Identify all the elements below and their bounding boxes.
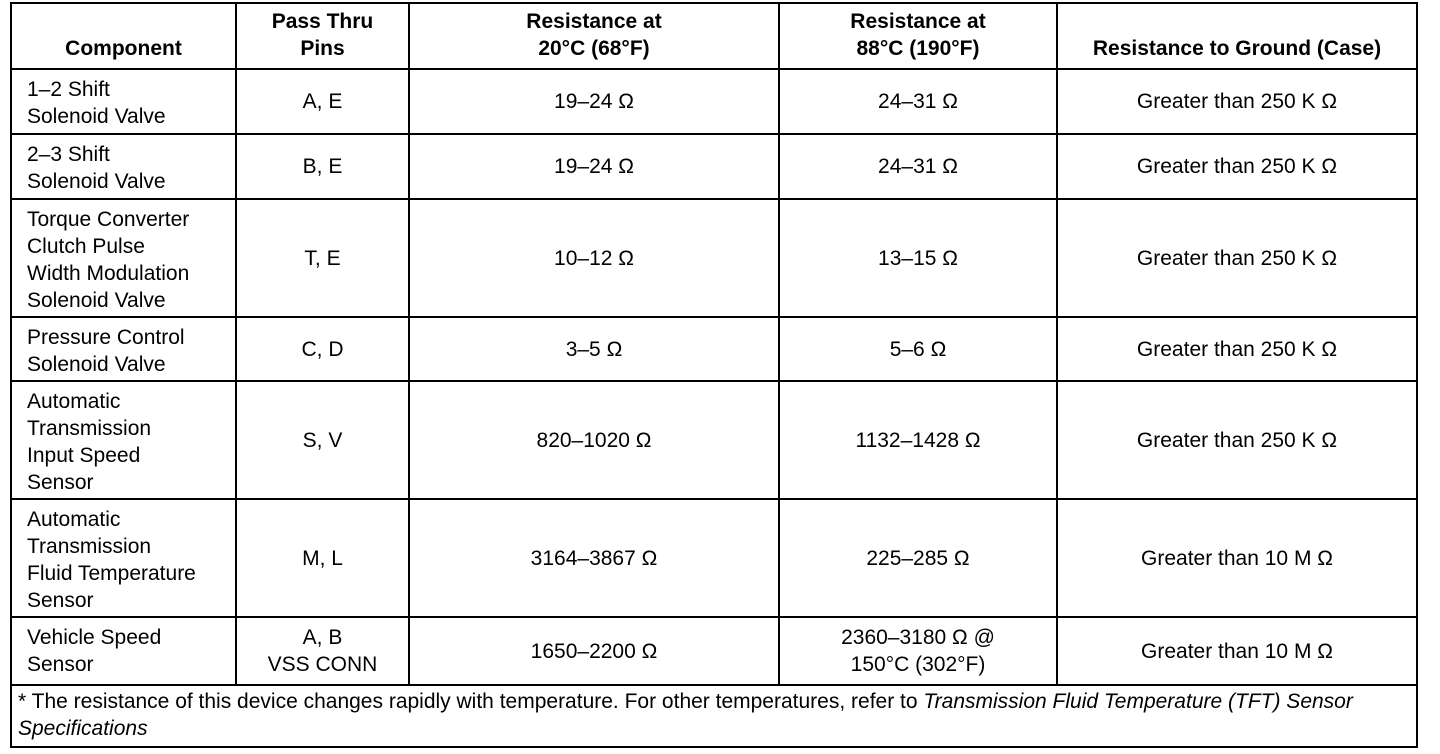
- header-row: [11, 3, 1417, 69]
- cell-resistance-88c: 2360–3180 Ω @ 150°C (302°F): [779, 617, 1057, 685]
- table-row: [11, 134, 1417, 199]
- header-component: Component: [11, 3, 236, 69]
- footnote-row: [11, 685, 1417, 747]
- cell-resistance-20c: 19–24 Ω: [409, 69, 779, 134]
- cell-resistance-20c: 1650–2200 Ω: [409, 617, 779, 685]
- table-row: [11, 317, 1417, 381]
- footnote-reference: Transmission Fluid Temperature (TFT) Sensor Specifications: [18, 690, 1353, 740]
- cell-resistance-88c: 13–15 Ω: [779, 199, 1057, 317]
- cell-component: Automatic Transmission Fluid Temperature Sensor: [11, 499, 236, 617]
- cell-pins: A, E: [236, 69, 409, 134]
- cell-resistance-20c: 10–12 Ω: [409, 199, 779, 317]
- cell-pins: M, L: [236, 499, 409, 617]
- cell-resistance-88c: 24–31 Ω: [779, 69, 1057, 134]
- table-row: [11, 69, 1417, 134]
- cell-resistance-20c: 19–24 Ω: [409, 134, 779, 199]
- resistance-spec-table-container: [10, 2, 1416, 748]
- cell-resistance-88c: 24–31 Ω: [779, 134, 1057, 199]
- cell-pins: C, D: [236, 317, 409, 381]
- header-resistance-ground: Resistance to Ground (Case): [1057, 3, 1417, 69]
- resistance-spec-table: [10, 2, 1418, 748]
- cell-component: Pressure Control Solenoid Valve: [11, 317, 236, 381]
- cell-pins: A, B VSS CONN: [236, 617, 409, 685]
- cell-resistance-88c: 225–285 Ω: [779, 499, 1057, 617]
- cell-resistance-88c: 5–6 Ω: [779, 317, 1057, 381]
- cell-resistance-20c: 3–5 Ω: [409, 317, 779, 381]
- cell-resistance-ground: Greater than 10 M Ω: [1057, 617, 1417, 685]
- cell-pins: S, V: [236, 381, 409, 499]
- cell-pins: T, E: [236, 199, 409, 317]
- footnote-text: * The resistance of this device changes rapidly with temperature. For other temperatures, refer to: [18, 690, 924, 713]
- table-row: [11, 381, 1417, 499]
- cell-component: Automatic Transmission Input Speed Sensor: [11, 381, 236, 499]
- header-resistance-88c: Resistance at 88°C (190°F): [779, 3, 1057, 69]
- cell-resistance-ground: Greater than 250 K Ω: [1057, 199, 1417, 317]
- cell-component: 1–2 Shift Solenoid Valve: [11, 69, 236, 134]
- cell-resistance-ground: Greater than 250 K Ω: [1057, 69, 1417, 134]
- table-row: [11, 499, 1417, 617]
- cell-component: 2–3 Shift Solenoid Valve: [11, 134, 236, 199]
- cell-resistance-ground: Greater than 250 K Ω: [1057, 381, 1417, 499]
- cell-component: Torque Converter Clutch Pulse Width Modulation Solenoid Valve: [11, 199, 236, 317]
- header-pass-thru-pins: Pass Thru Pins: [236, 3, 409, 69]
- cell-resistance-20c: 820–1020 Ω: [409, 381, 779, 499]
- table-row: [11, 199, 1417, 317]
- cell-resistance-ground: Greater than 250 K Ω: [1057, 134, 1417, 199]
- header-resistance-20c: Resistance at 20°C (68°F): [409, 3, 779, 69]
- cell-resistance-20c: 3164–3867 Ω: [409, 499, 779, 617]
- cell-pins: B, E: [236, 134, 409, 199]
- cell-resistance-ground: Greater than 10 M Ω: [1057, 499, 1417, 617]
- cell-resistance-88c: 1132–1428 Ω: [779, 381, 1057, 499]
- cell-component: Vehicle Speed Sensor: [11, 617, 236, 685]
- footnote-cell: [11, 685, 1417, 747]
- cell-resistance-ground: Greater than 250 K Ω: [1057, 317, 1417, 381]
- table-row: [11, 617, 1417, 685]
